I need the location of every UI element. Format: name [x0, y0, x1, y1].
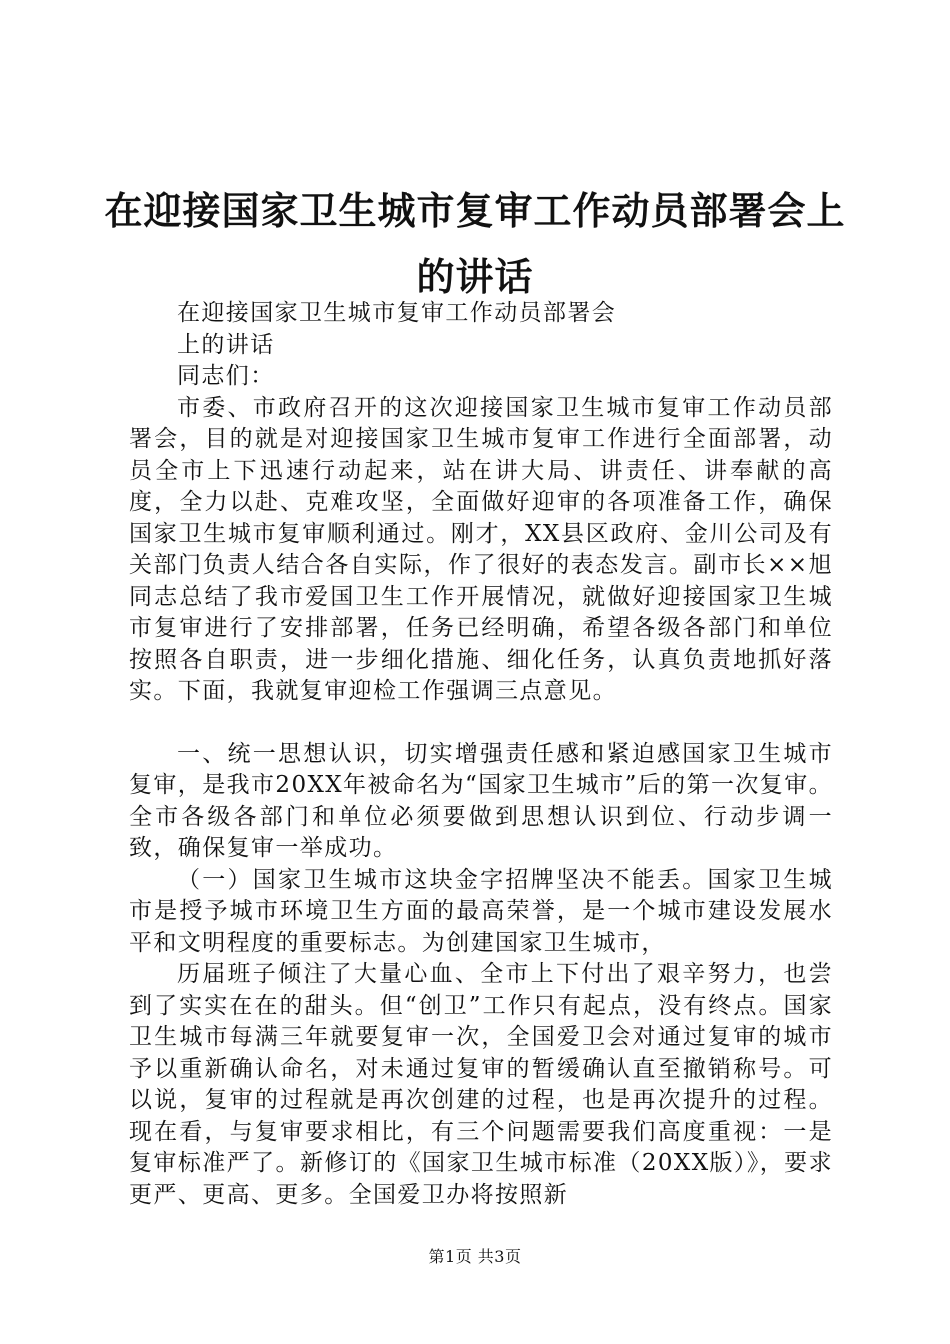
- paragraph-spacer: [129, 708, 833, 739]
- subtitle-line-1: 在迎接国家卫生城市复审工作动员部署会: [177, 300, 617, 326]
- page-indicator: 第1页 共3页: [428, 1247, 522, 1266]
- paragraph-section-one: 一、统一思想认识，切实增强责任感和紧迫感国家卫生城市复审，是我市20XX年被命名为“国家卫生城市”后的第一次复审。全市各级各部门和单位必须要做到思想认识到位、行动步调一致，确保复审一举成功。: [129, 740, 833, 861]
- paragraph-continuation: 历届班子倾注了大量心血、全市上下付出了艰辛努力，也尝到了实实在在的甜头。但“创卫”工作只有起点，没有终点。国家卫生城市每满三年就要复审一次，全国爱卫会对通过复审的城市予以重新确认命名，对未通过复审的暂缓确认直至撤销称号。可以说，复审的过程就是再次创建的过程，也是再次提升的过程。现在看，与复审要求相比，有三个问题需要我们高度重视：一是复审标准严了。新修订的《国家卫生城市标准（20XX版）》，要求更严、更高、更多。全国爱卫办将按照新: [129, 961, 833, 1208]
- subtitle-line-2: 上的讲话: [177, 331, 275, 358]
- paragraph-intro: 市委、市政府召开的这次迎接国家卫生城市复审工作动员部署会，目的就是对迎接国家卫生城市复审工作进行全面部署，动员全市上下迅速行动起来，站在讲大局、讲责任、讲奉献的高度，全力以赴、克难攻坚，全面做好迎审的各项准备工作，确保国家卫生城市复审顺利通过。刚才，XX县区政府、金川公司及有关部门负责人结合各自实际，作了很好的表态发言。副市长××旭同志总结了我市爱国卫生工作开展情况，就做好迎接国家卫生城市复审进行了安排部署，任务已经明确，希望各级各部门和单位按照各自职责，进一步细化措施、细化任务，认真负责地抓好落实。下面，我就复审迎检工作强调三点意见。: [129, 394, 833, 704]
- salutation: 同志们：: [177, 363, 275, 389]
- paragraph-subsection-one: （一）国家卫生城市这块金字招牌坚决不能丢。国家卫生城市是授予城市环境卫生方面的最高荣誉，是一个城市建设发展水平和文明程度的重要标志。为创建国家卫生城市，: [129, 866, 833, 956]
- document-title: 在迎接国家卫生城市复审工作动员部署会上的讲话: [104, 188, 846, 299]
- document-body: [129, 298, 833, 1211]
